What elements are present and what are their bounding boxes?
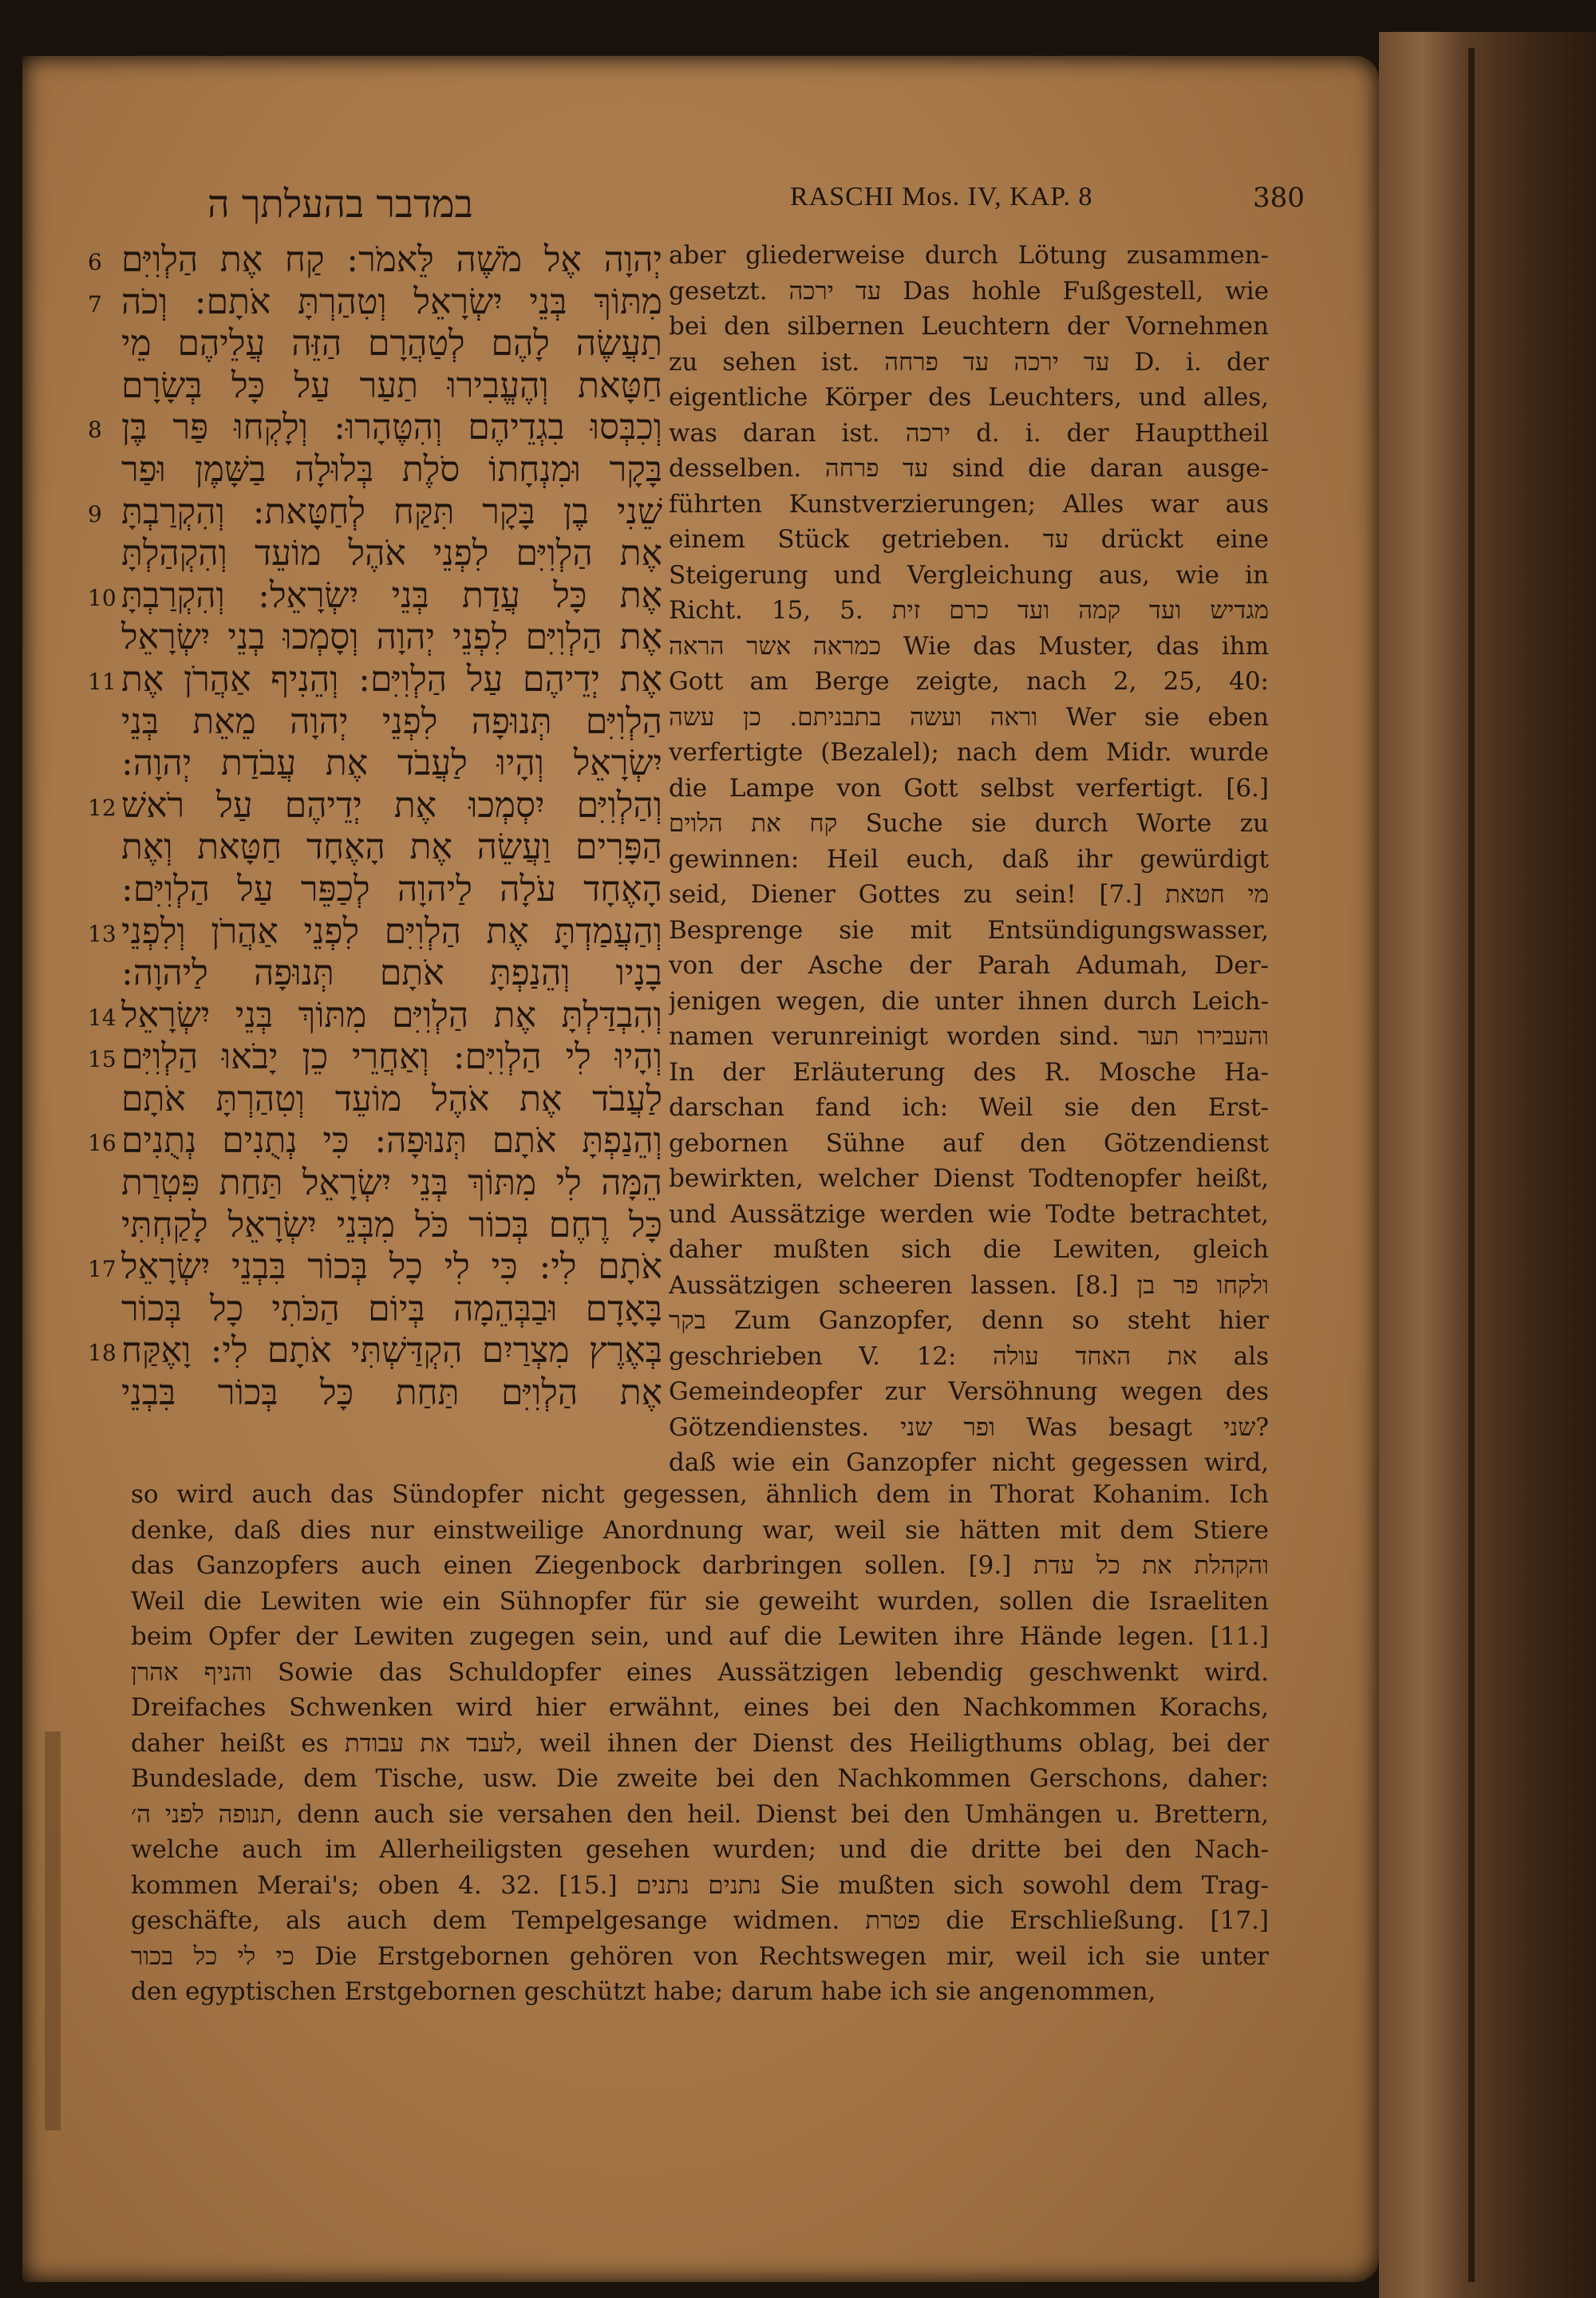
hebrew-verse-text: בָּאָדָם וּבַבְּהֵמָה בְּיוֹם הַכֹּתִי כָל בְּכוֹר [121,1288,662,1329]
commentary-line: und Aussätzige werden wie Todte betrachtet, [669,1199,1269,1229]
commentary-full-line: Weil die Lewiten wie ein Sühnopfer für sie geweiht wurden, sollen die Israeliten [131,1586,1269,1616]
commentary-line: namen verunreinigt worden sind. והעבירו תער [669,1022,1269,1051]
hebrew-verse-text: וְהֵנַפְתָּ אֹתָם תְּנוּפָה: כִּי נְתֻנִים נְתֻנִים [121,1120,662,1162]
commentary-line: was daran ist. ירכה d. i. der Haupttheil [669,418,1269,448]
commentary-full-line: den egyptischen Erstgebornen geschützt habe; darum habe ich sie angenommen, [131,1977,1156,2006]
commentary-line: von der Asche der Parah Adumah, Der- [669,951,1269,980]
verse-number: 17 [88,1256,117,1283]
verse-number: 11 [88,668,117,695]
commentary-full-line: denke, daß dies nur einstweilige Anordnung war, weil sie hätten mit dem Stiere [131,1515,1269,1545]
hebrew-verse-text: וְהַעֲמַדְתָּ אֶת הַלְוִיִּם לִפְנֵי אַהֲרֹן וְלִפְנֵי [121,910,662,952]
hebrew-verse-text: מִתּוֹךְ בְּנֵי יִשְׂרָאֵל וְטִהַרְתָּ אֹתָם: וְכֹה [121,281,662,322]
commentary-line: gebornen Sühne auf den Götzendienst [669,1128,1269,1158]
hebrew-verse-text: וְכִבְּסוּ בִגְדֵיהֶם וְהִטֶּהָרוּ: וְלָקְחוּ פַּר בֶּן [121,407,662,448]
verse-number: 9 [88,500,102,527]
hebrew-line [88,1036,662,1079]
commentary-line: einem Stück getrieben. עד drückt eine [669,525,1269,554]
page-edge-binding [1379,32,1596,2298]
commentary-line: Götzendienstes. ופר שני Was besagt שני? [669,1412,1269,1442]
commentary-line: Besprenge sie mit Entsündigungswasser, [669,915,1269,945]
hebrew-line [88,239,662,282]
commentary-line: קח את הלוים Suche sie durch Worte zu [669,809,1269,838]
verse-number: 16 [88,1130,117,1157]
commentary-line: gewinnen: Heil euch, daß ihr gewürdigt [669,844,1269,874]
hebrew-line [88,1120,662,1163]
verse-number: 8 [88,417,102,444]
hebrew-line [88,1205,662,1247]
hebrew-verse-text: לַעֲבֹד אֶת אֹהֶל מוֹעֵד וְטִהַרְתָּ אֹתָם [121,1078,662,1119]
commentary-line: verfertigte (Bezalel); nach dem Midr. wurde [669,738,1269,767]
commentary-line: die Lampe von Gott selbst verfertigt. [6.] [669,773,1269,803]
commentary-line: Richt. 15, 5. מגדיש ועד קמה ועד כרם זית [669,596,1269,625]
hebrew-verse-text: וְהַלְוִיִּם יִסְמְכוּ אֶת יְדֵיהֶם עַל רֹאשׁ [121,784,662,826]
commentary-line: בקר Zum Ganzopfer, denn so steht hier [669,1306,1269,1335]
page-stain [45,1731,61,2130]
commentary-line: Steigerung und Vergleichung aus, wie in [669,560,1269,590]
commentary-full-line: so wird auch das Sündopfer nicht gegessen, ähnlich dem in Thorat Kohanim. Ich [131,1480,1269,1509]
verse-number: 18 [88,1340,117,1367]
hebrew-verse-text: חַטָּאת וְהֶעֱבִירוּ תַעַר עַל כָּל בְּשָׂרָם [121,365,662,406]
hebrew-verse-text: בָּקָר וּמִנְחָתוֹ סֹלֶת בְּלוּלָה בַשָּׁמֶן וּפַר [121,448,662,490]
hebrew-verse-text: הַלְוִיִּם תְּנוּפָה לִפְנֵי יְהוָה מֵאֵת בְּנֵי [121,701,662,742]
hebrew-verse-text: הֵמָּה לִי מִתּוֹךְ בְּנֵי יִשְׂרָאֵל תַּחַת פִּטְרַת [121,1163,662,1204]
commentary-full-line: Bundeslade, dem Tische, usw. Die zweite bei den Nachkommen Gerschons, daher: [131,1764,1269,1793]
hebrew-line [88,533,662,575]
hebrew-line [88,1079,662,1121]
verse-number: 10 [88,584,117,611]
verse-number: 13 [88,920,117,947]
hebrew-verse-text: אֶת הַלְוִיִּם לִפְנֵי אֹהֶל מוֹעֵד וְהִקְהַלְתָּ [121,533,662,574]
commentary-full-line: das Ganzopfers auch einen Ziegenbock darbringen sollen. [9.] והקהלת את כל עדת [131,1551,1269,1580]
hebrew-verse-text: תַעֲשֶׂה לָהֶם לְטַהֲרָם הַזֵּה עֲלֵיהֶם מֵי [121,323,662,365]
verse-number: 6 [88,249,102,275]
hebrew-verse-text: הָאֶחָד עֹלָה לַיהוָה לְכַפֵּר עַל הַלְוִיִּם: [121,868,662,910]
hebrew-line [88,911,662,954]
hebrew-verse-text: אֶת הַלְוִיִּם תַּחַת כָּל בְּכוֹר בִּבְנֵי [121,1372,662,1414]
verse-number: 14 [88,1004,117,1031]
commentary-line: gesetzt. עד ירכה Das hohle Fußgestell, wie [669,276,1269,306]
hebrew-line [88,1289,662,1331]
commentary-full-line: kommen Merai's; oben 4. 32. [15.] נתנים נתנים Sie mußten sich sowohl dem Trag- [131,1870,1269,1900]
commentary-full-line: geschäfte, als auch dem Tempelgesange widmen. פטרת die Erschließung. [17.] [131,1906,1269,1935]
commentary-full-line: daher heißt es לעבד את עבודת, weil ihnen der Dienst des Heiligthums oblag, bei der [131,1728,1269,1758]
hebrew-line [88,492,662,534]
commentary-line: In der Erläuterung des R. Mosche Ha- [669,1057,1269,1087]
hebrew-verse-text: אֶת הַלְוִיִּם לִפְנֵי יְהוָה וְסָמְכוּ בְנֵי יִשְׂרָאֵל [121,617,662,658]
hebrew-line [88,953,662,995]
hebrew-line [88,407,662,449]
hebrew-verse-text: כָּל רֶחֶם בְּכוֹר כֹּל מִבְּנֵי יִשְׂרָאֵל לָקַחְתִּי [121,1204,662,1246]
commentary-full-line: כי לי כל בכור Die Erstgebornen gehören von Rechtswegen mir, weil ich sie unter [131,1941,1269,1971]
hebrew-line [88,1372,662,1415]
hebrew-verse-text: וְהָיוּ לִי הַלְוִיִּם: וְאַחֲרֵי כֵן יָבֹאוּ הַלְוִיִּם [121,1036,662,1078]
running-head-raschi: RASCHI Mos. IV, KAP. 8 [790,182,1093,211]
commentary-line: geschrieben V. 12: את האחד עולה als [669,1341,1269,1371]
hebrew-verse-text: וְהִבְדַּלְתָּ אֶת הַלְוִיִּם מִתּוֹךְ בְּנֵי יִשְׂרָאֵל [121,994,662,1036]
commentary-line: bewirkten, welcher Dienst Todtenopfer heißt, [669,1164,1269,1193]
commentary-full-line: welche auch im Allerheiligsten gesehen wurden; und die dritte bei den Nach- [131,1835,1269,1864]
hebrew-line [88,365,662,408]
commentary-line: eigentliche Körper des Leuchters, und alles, [669,383,1269,412]
hebrew-line [88,659,662,701]
commentary-line: כמראה אשר הראה Wie das Muster, das ihm [669,631,1269,661]
hebrew-line [88,282,662,324]
hebrew-line [88,743,662,785]
hebrew-line [88,575,662,618]
hebrew-line [88,995,662,1037]
spine-line [1468,48,1475,2282]
commentary-full-line: Dreifaches Schwenken wird hier erwähnt, eines bei den Nachkommen Korachs, [131,1693,1269,1722]
commentary-line: Aussätzigen scheeren lassen. [8.] ולקחו פר בן [669,1270,1269,1300]
verse-number: 7 [88,290,102,318]
hebrew-verse-text: אֶת כָּל עֲדַת בְּנֵי יִשְׂרָאֵל: וְהִקְרַבְתָּ [121,574,662,616]
commentary-line: zu sehen ist. עד ירכה עד פרחה D. i. der [669,347,1269,377]
hebrew-verse-text: אֶת יְדֵיהֶם עַל הַלְוִיִּם: וְהֵנִיף אַהֲרֹן אֶת [121,658,662,700]
hebrew-text-column [88,239,662,1415]
hebrew-line [88,701,662,744]
commentary-line: desselben. עד פרחה sind die daran ausge- [669,454,1269,483]
running-head-hebrew: במדבר בהעלתך ה [207,182,473,227]
commentary-column [669,241,1269,1484]
commentary-line: jenigen wegen, die unter ihnen durch Leich- [669,986,1269,1016]
hebrew-line [88,1246,662,1289]
commentary-full-line: beim Opfer der Lewiten zugegen sein, und auf die Lewiten ihre Hände legen. [11.] [131,1622,1269,1651]
hebrew-verse-text: בָנָיו וְהֵנַפְתָּ אֹתָם תְּנוּפָה לַיהוָה: [121,953,662,994]
verse-number: 12 [88,794,117,821]
commentary-line: Gott am Berge zeigte, nach 2, 25, 40: [669,667,1269,696]
commentary-line: Gemeindeopfer zur Versöhnung wegen des [669,1377,1269,1406]
hebrew-line [88,869,662,911]
hebrew-line [88,785,662,827]
commentary-line: aber gliederweise durch Lötung zusammen- [669,241,1269,270]
hebrew-line [88,827,662,869]
hebrew-line [88,323,662,365]
commentary-line: וראה ועשה בתבניתם. כן עשה Wer sie eben [669,702,1269,732]
hebrew-verse-text: אֹתָם לִי: כִּי לִי כָל בְּכוֹר בִּבְנֵי יִשְׂרָאֵל [121,1246,662,1288]
hebrew-verse-text: שֵׁנִי בֶן בָּקָר תִּקַּח לְחַטָּאת: וְהִקְרַבְתָּ [121,491,662,532]
commentary-line: führten Kunstverzierungen; Alles war aus [669,489,1269,519]
hebrew-verse-text: יִשְׂרָאֵל וְהָיוּ לַעֲבֹד אֶת עֲבֹדַת יְהוָה: [121,743,662,784]
commentary-line: daß wie ein Ganzopfer nicht gegessen wird, [669,1448,1269,1477]
hebrew-line [88,617,662,659]
hebrew-verse-text: הַפָּרִים וַעֲשֵׂה אֶת הָאֶחָד חַטָּאת וְאֶת [121,827,662,868]
hebrew-line [88,1163,662,1205]
commentary-line: daher mußten sich die Lewiten, gleich [669,1235,1269,1264]
hebrew-verse-text: בְּאֶרֶץ מִצְרַיִם הִקְדַּשְׁתִּי אֹתָם לִי: וָאֶקַּח [121,1330,662,1372]
commentary-line: darschan fand ich: Weil sie den Erst- [669,1093,1269,1122]
commentary-full-line: תנופה לפני ה׳, denn auch sie versahen den heil. Dienst bei den Umhängen u. Brettern, [131,1799,1269,1829]
commentary-line: seid, Diener Gottes zu sein! [7.] מי חטאת [669,880,1269,909]
verse-number: 15 [88,1046,117,1073]
commentary-full-width [131,1480,1269,2013]
hebrew-verse-text: יְהוָה אֶל מֹשֶׁה לֵּאמֹר: קַח אֶת הַלְוִיִּם [121,239,662,280]
commentary-line: bei den silbernen Leuchtern der Vornehmen [669,312,1269,341]
commentary-full-line: והניף אהרן Sowie das Schuldopfer eines Aussätzigen lebendig geschwenkt wird. [131,1657,1269,1687]
page-number: 380 [1253,182,1305,214]
hebrew-line [88,449,662,492]
hebrew-line [88,1330,662,1372]
